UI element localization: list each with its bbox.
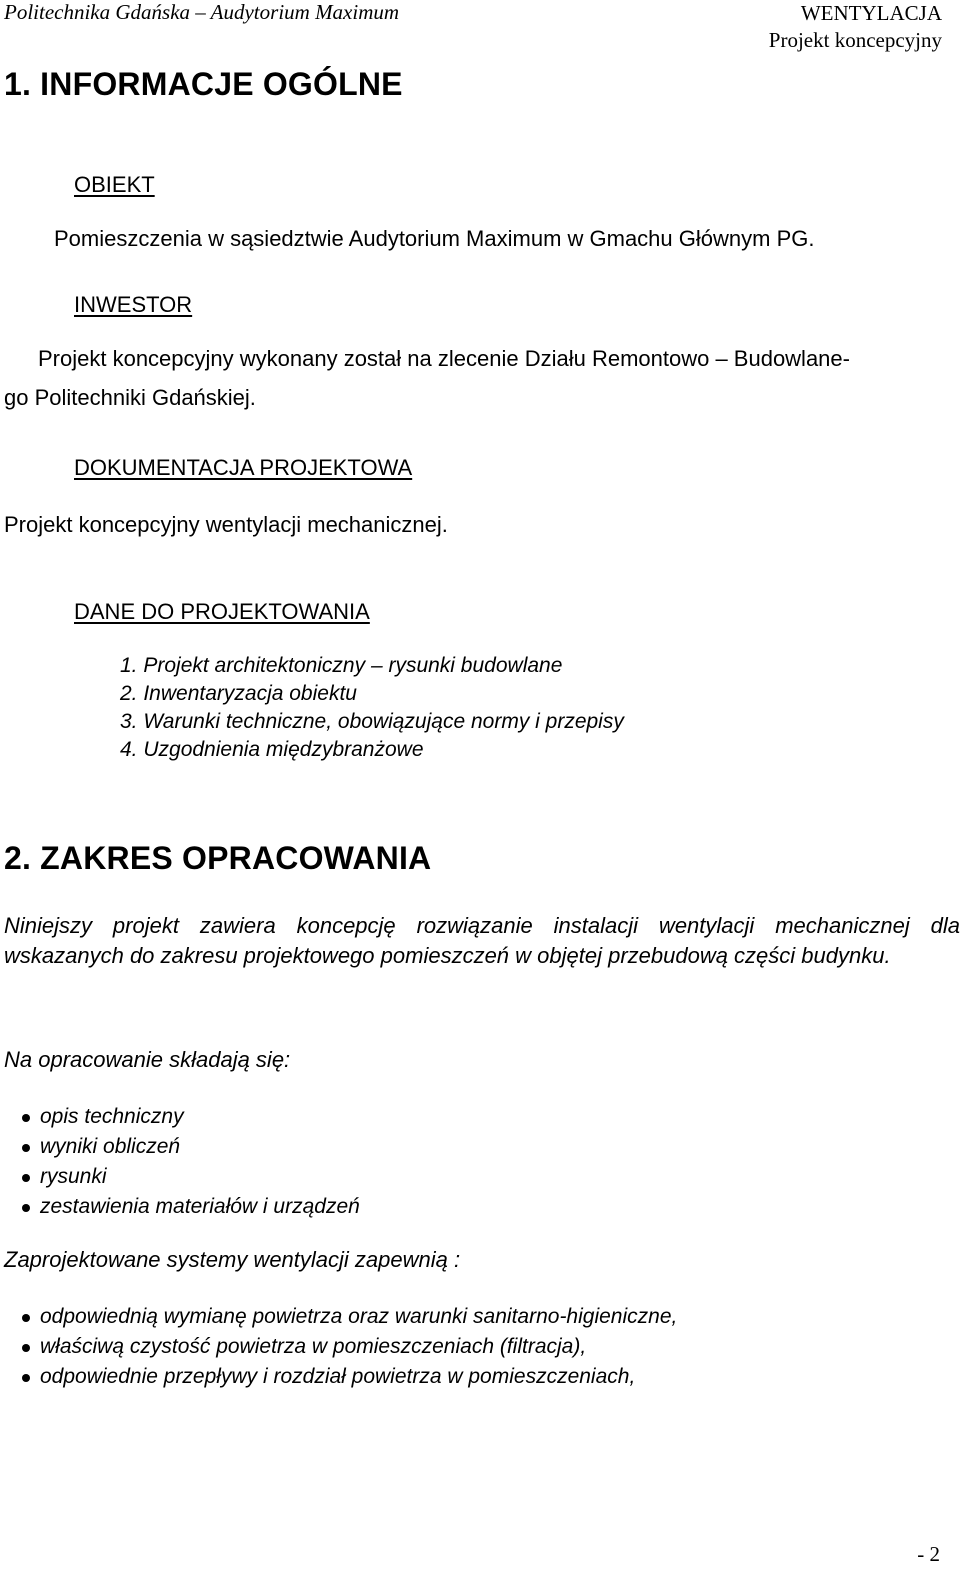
header-right — [769, 0, 942, 54]
list-item: odpowiednią wymianę powietrza oraz warunki sanitarno-higieniczne, — [22, 1302, 677, 1332]
obiekt-label: OBIEKT — [74, 172, 155, 197]
opracowanie-intro: Na opracowanie składają się: — [4, 1047, 291, 1072]
systemy-list — [22, 1302, 677, 1392]
dane-label: DANE DO PROJEKTOWANIA — [74, 599, 370, 624]
zakres-paragraph: Niniejszy projekt zawiera koncepcję rozwiązanie instalacji wentylacji mechanicznej dla wskazanych do zakresu projektowego pomieszczeń w objętej przebudową części budynku. — [4, 913, 960, 968]
list-item: właściwą czystość powietrza w pomieszczeniach (filtracja), — [22, 1332, 677, 1362]
bullet-icon — [22, 1114, 30, 1122]
list-item: 1. Projekt architektoniczny – rysunki budowlane — [120, 654, 563, 677]
list-item: wyniki obliczeń — [22, 1132, 360, 1162]
header-right-top: WENTYLACJA — [800, 1, 942, 25]
section-1-title: 1. INFORMACJE OGÓLNE — [4, 66, 403, 102]
inwestor-line-1: Projekt koncepcyjny wykonany został na zlecenie Działu Remontowo – Budowlane- — [38, 346, 850, 371]
list-item: opis techniczny — [22, 1102, 360, 1132]
header-right-bottom: Projekt koncepcyjny — [768, 28, 942, 52]
bullet-icon — [22, 1204, 30, 1212]
opracowanie-list — [22, 1102, 360, 1222]
section-2-title: 2. ZAKRES OPRACOWANIA — [4, 840, 432, 876]
bullet-icon — [22, 1314, 30, 1322]
systemy-intro: Zaprojektowane systemy wentylacji zapewnią : — [4, 1247, 461, 1272]
list-item: 3. Warunki techniczne, obowiązujące normy i przepisy — [120, 710, 624, 733]
dokumentacja-text: Projekt koncepcyjny wentylacji mechanicznej. — [4, 512, 448, 537]
dokumentacja-label: DOKUMENTACJA PROJEKTOWA — [74, 455, 413, 480]
dane-list — [120, 652, 624, 764]
bullet-icon — [22, 1144, 30, 1152]
bullet-icon — [22, 1344, 30, 1352]
header-left: Politechnika Gdańska – Audytorium Maximum — [4, 0, 400, 24]
list-item: zestawienia materiałów i urządzeń — [22, 1192, 360, 1222]
bullet-icon — [22, 1374, 30, 1382]
list-item: odpowiednie przepływy i rozdział powietrza w pomieszczeniach, — [22, 1362, 677, 1392]
list-item: 4. Uzgodnienia międzybranżowe — [120, 738, 424, 761]
page-number: - 2 — [917, 1542, 940, 1566]
inwestor-label: INWESTOR — [74, 292, 193, 317]
list-item: 2. Inwentaryzacja obiektu — [120, 682, 357, 705]
bullet-icon — [22, 1174, 30, 1182]
obiekt-text: Pomieszczenia w sąsiedztwie Audytorium Maximum w Gmachu Głównym PG. — [54, 226, 815, 251]
list-item: rysunki — [22, 1162, 360, 1192]
inwestor-line-2: go Politechniki Gdańskiej. — [4, 385, 256, 410]
